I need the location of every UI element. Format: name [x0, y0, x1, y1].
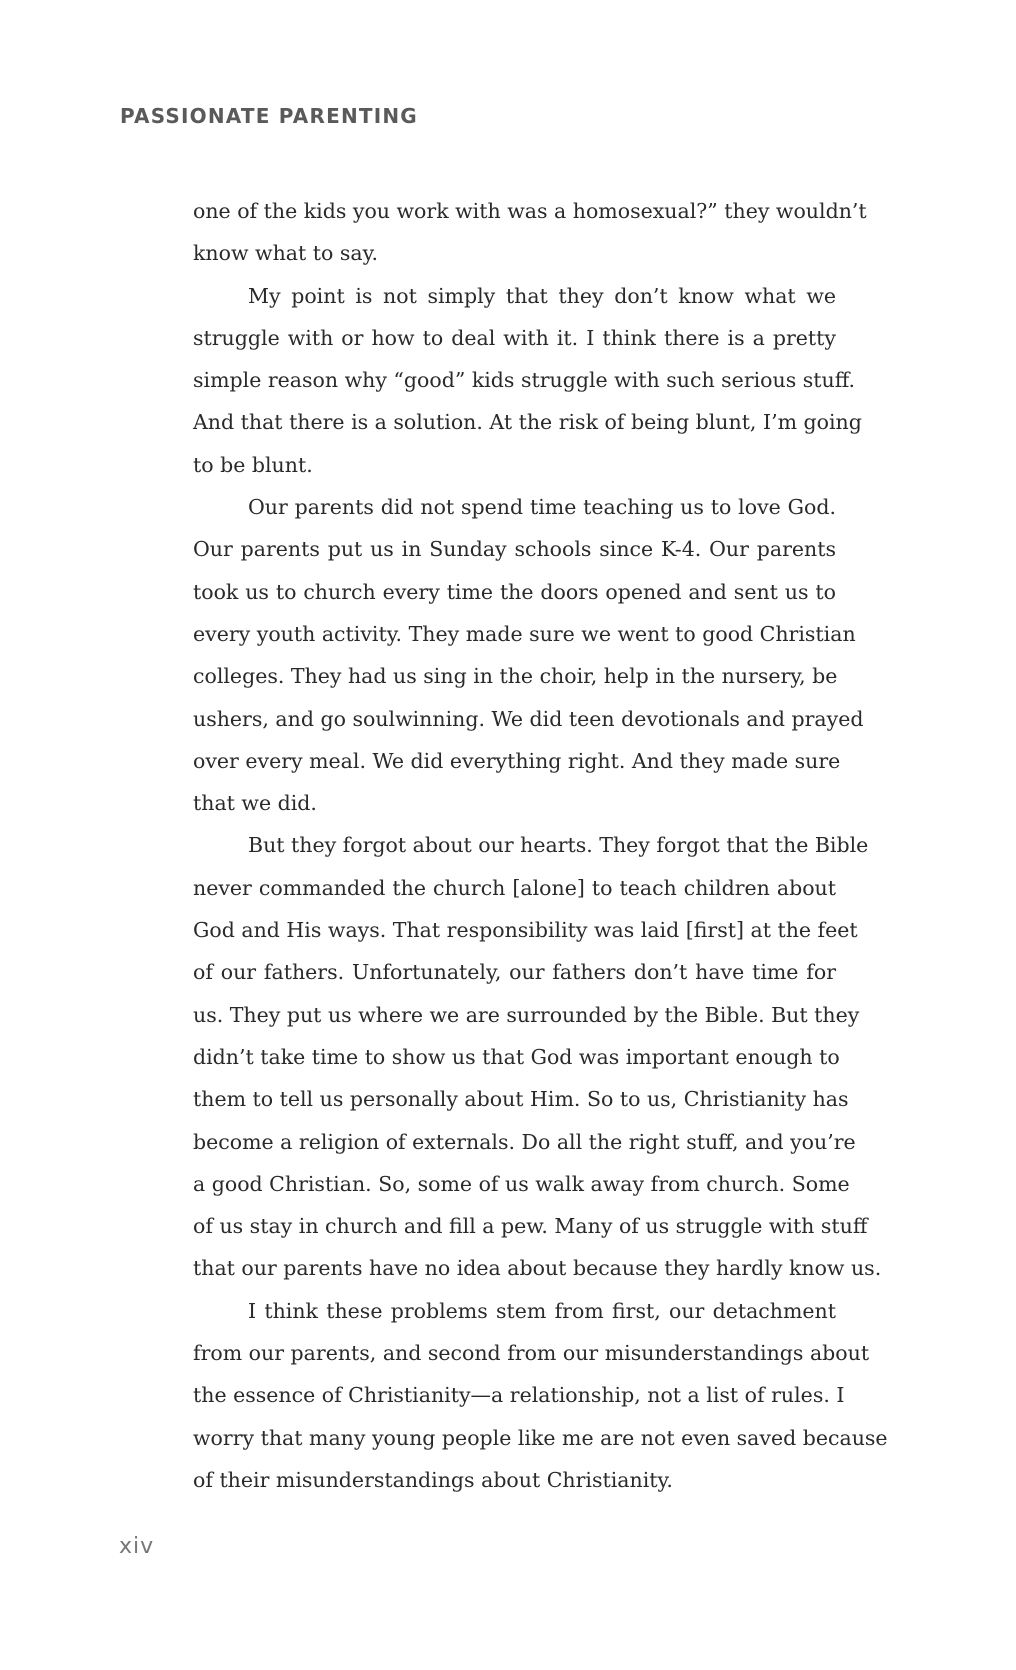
text-line: took us to church every time the doors opened and sent us to: [193, 579, 836, 604]
page-number: xiv: [119, 1534, 155, 1559]
text-line: Our parents did not spend time teaching us to love God.: [248, 495, 836, 520]
text-line: them to tell us personally about Him. So to us, Christianity has: [193, 1087, 849, 1112]
text-line: of us stay in church and fill a pew. Many of us struggle with stuff: [193, 1214, 868, 1239]
text-line: become a religion of externals. Do all the right stuff, and you’re: [193, 1129, 856, 1154]
text-line: know what to say.: [193, 241, 378, 266]
text-line: that our parents have no idea about because they hardly know us.: [193, 1256, 882, 1281]
text-line: never commanded the church [alone] to teach children about: [193, 875, 836, 900]
text-line: ushers, and go soulwinning. We did teen devotionals and prayed: [193, 706, 864, 731]
text-line: from our parents, and second from our misunderstandings about: [193, 1341, 870, 1366]
text-line: over every meal. We did everything right. And they made sure: [193, 748, 841, 773]
text-line: simple reason why “good” kids struggle with such serious stuff.: [193, 368, 856, 393]
text-line: My point is not simply that they don’t know what we: [248, 283, 836, 308]
text-line: Our parents put us in Sunday schools since K-4. Our parents: [193, 537, 836, 562]
text-line: every youth activity. They made sure we went to good Christian: [193, 621, 856, 646]
text-line: the essence of Christianity—a relationship, not a list of rules. I: [193, 1383, 845, 1408]
text-line: a good Christian. So, some of us walk away from church. Some: [193, 1171, 850, 1196]
text-line: that we did.: [193, 791, 317, 816]
text-line: I think these problems stem from first, our detachment: [248, 1298, 836, 1323]
text-line: didn’t take time to show us that God was important enough to: [193, 1044, 840, 1069]
text-line: God and His ways. That responsibility was laid [first] at the feet: [193, 918, 858, 943]
text-line: But they forgot about our hearts. They forgot that the Bible: [248, 833, 869, 858]
text-line: one of the kids you work with was a homosexual?” they wouldn’t: [193, 199, 867, 223]
body-text: [193, 190, 888, 1501]
text-line: of our fathers. Unfortunately, our fathers don’t have time for: [193, 960, 836, 985]
running-head: PASSIONATE PARENTING: [120, 104, 418, 128]
text-line: to be blunt.: [193, 452, 313, 477]
text-line: And that there is a solution. At the risk of being blunt, I’m going: [193, 410, 862, 435]
text-line: colleges. They had us sing in the choir, help in the nursery, be: [193, 664, 838, 689]
text-line: us. They put us where we are surrounded by the Bible. But they: [193, 1002, 860, 1027]
text-line: worry that many young people like me are not even saved because: [193, 1425, 888, 1450]
text-line: of their misunderstandings about Christianity.: [193, 1467, 673, 1492]
text-line: struggle with or how to deal with it. I think there is a pretty: [193, 325, 836, 350]
